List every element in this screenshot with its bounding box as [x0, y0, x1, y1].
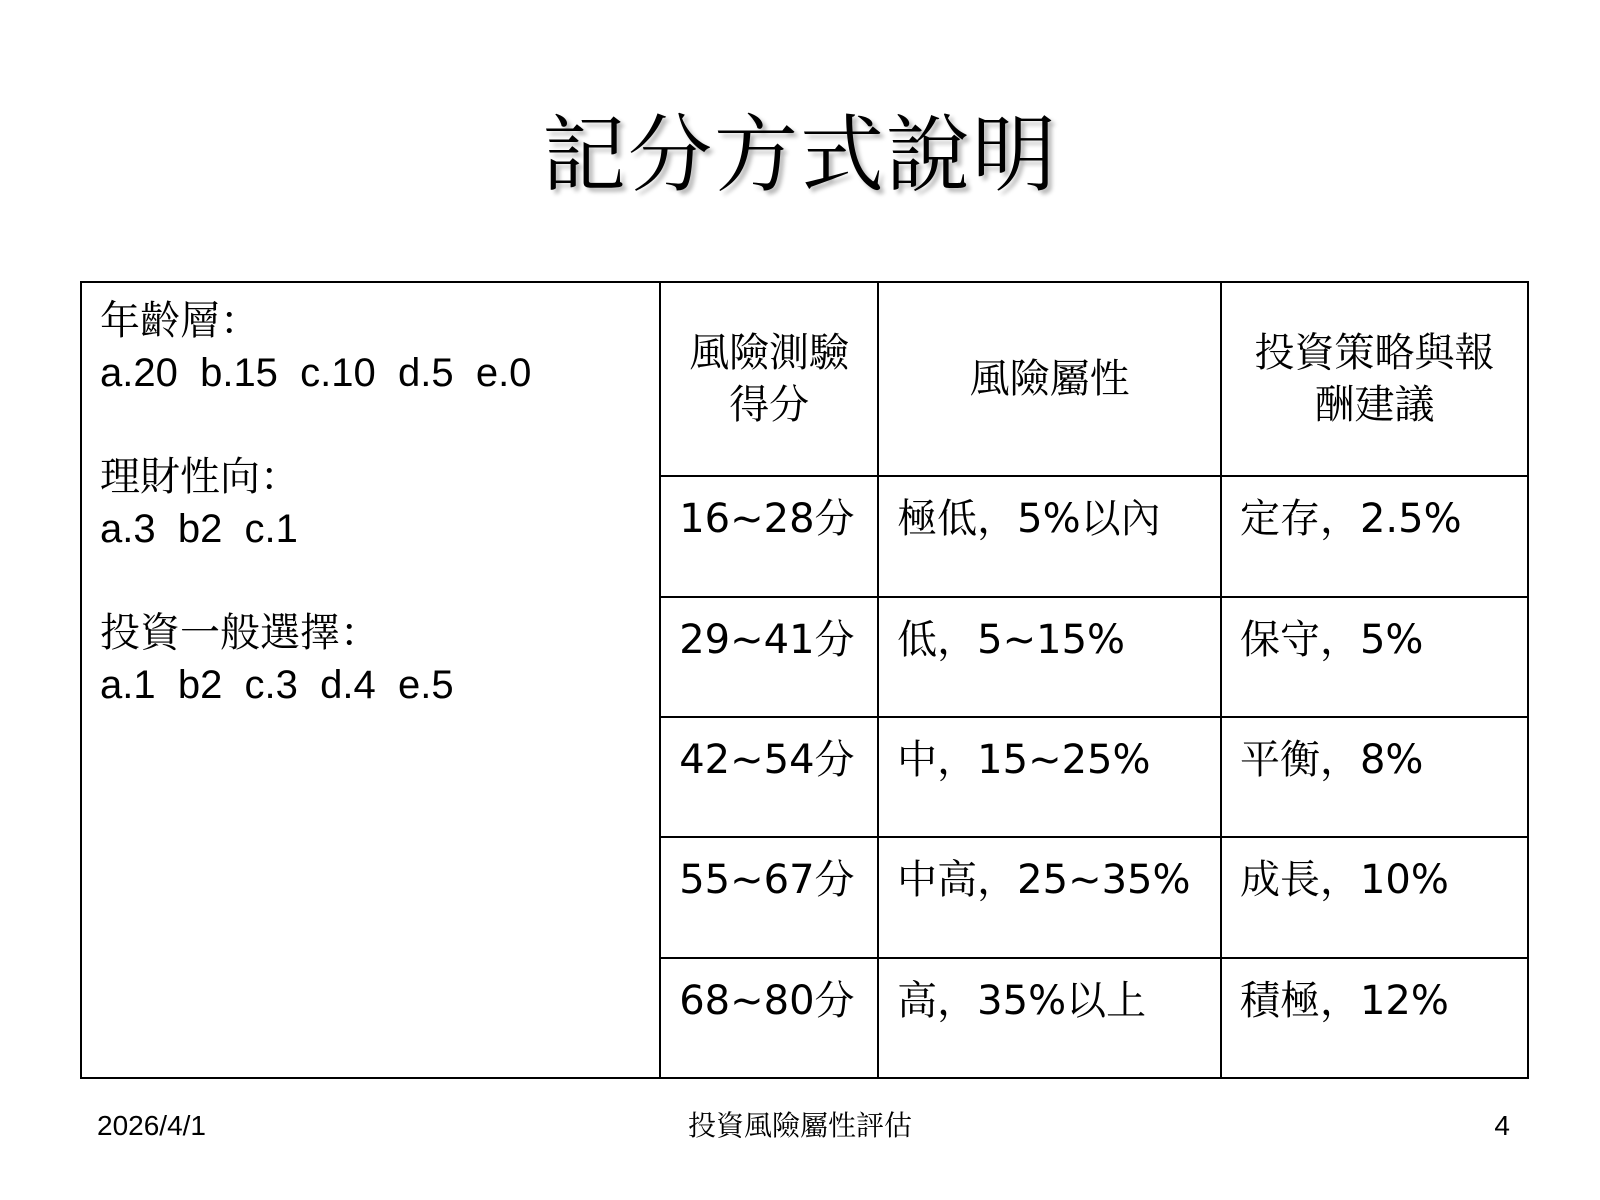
score-range-cell: 42~54分 [660, 717, 878, 837]
header-strategy [1221, 282, 1528, 476]
risk-attribute-cell: 中高，25~35% [878, 837, 1221, 957]
strategy-cell: 積極，12% [1221, 958, 1528, 1078]
scoring-table [80, 281, 1529, 1079]
rule-heading: 投資一般選擇： [100, 610, 380, 656]
strategy-cell: 保守，5% [1221, 597, 1528, 717]
risk-attribute-cell: 高，35%以上 [878, 958, 1221, 1078]
risk-attribute-cell: 極低，5%以內 [878, 476, 1221, 596]
risk-attribute-cell: 低，5~15% [878, 597, 1221, 717]
rule-heading: 年齡層： [100, 298, 260, 344]
rule-investment-choice [100, 607, 659, 711]
strategy-cell: 定存，2.5% [1221, 476, 1528, 596]
strategy-cell: 平衡，8% [1221, 717, 1528, 837]
header-risk-attribute-label: 風險屬性 [969, 356, 1130, 403]
header-strategy-label: 投資策略與報 酬建議 [1254, 330, 1495, 429]
rule-age [100, 295, 659, 399]
strategy-cell: 成長，10% [1221, 837, 1528, 957]
score-range-cell: 68~80分 [660, 958, 878, 1078]
rule-options: a.20 b.15 c.10 d.5 e.0 [100, 351, 532, 395]
score-range-cell: 16~28分 [660, 476, 878, 596]
score-range-cell: 55~67分 [660, 837, 878, 957]
rule-options: a.1 b2 c.3 d.4 e.5 [100, 663, 454, 707]
table-header-row [81, 282, 1528, 476]
header-score-label: 風險測驗 得分 [689, 330, 850, 429]
rule-options: a.3 b2 c.1 [100, 507, 298, 551]
scoring-rules-cell [81, 282, 660, 1078]
risk-attribute-cell: 中，15~25% [878, 717, 1221, 837]
rule-heading: 理財性向： [100, 454, 300, 500]
score-range-cell: 29~41分 [660, 597, 878, 717]
footer-title: 投資風險屬性評估 [687, 1109, 912, 1142]
page-number: 4 [1494, 1110, 1510, 1141]
header-risk-attribute [878, 282, 1221, 476]
header-score [660, 282, 878, 476]
slide-title: 記分方式說明 [541, 106, 1058, 204]
footer-date: 2026/4/1 [97, 1110, 206, 1141]
rule-financial-tendency [100, 451, 659, 555]
